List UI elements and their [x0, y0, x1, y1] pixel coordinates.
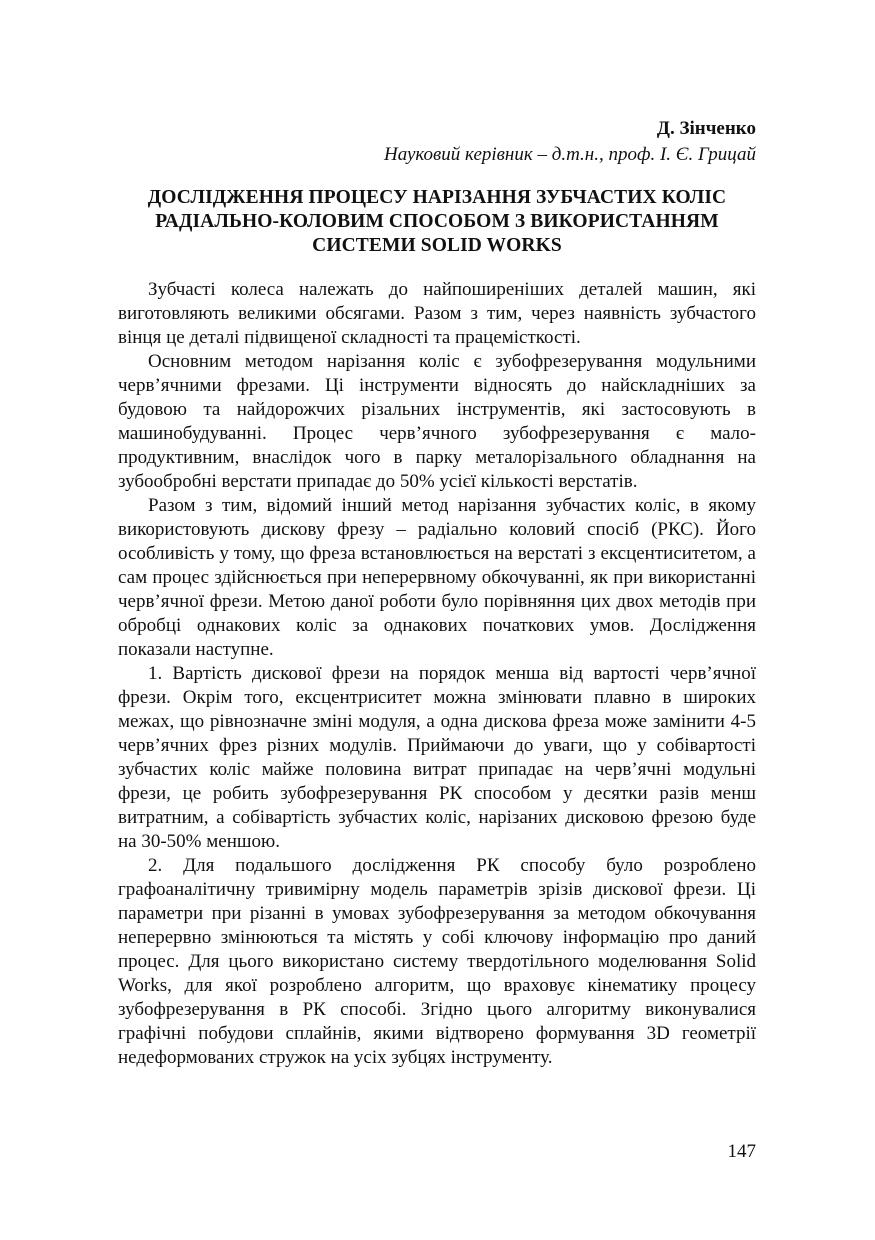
page-number: 147: [727, 1141, 756, 1162]
body-paragraph: Зубчасті колеса належать до найпоширеніших деталей машин, які виготовляють великими обсягами. Разом з тим, через наявність зубчастого вінця це деталі підвищеної складності та працемісткості.: [118, 279, 756, 348]
title-line: ДОСЛІДЖЕННЯ ПРОЦЕСУ НАРІЗАННЯ ЗУБЧАСТИХ КОЛІС: [147, 187, 727, 208]
body-paragraph: Разом з тим, відомий інший метод нарізання зубчастих коліс, в якому використовують дискову фрезу – радіально коловий спосіб (РКС). Його особливість у тому, що фреза встановлюється на верстаті з ексцентиситетом, а сам процес здійснюється при неперервному обкочуванні, як при використанні черв’ячної фрези. Метою даної роботи було порівняння цих двох методів при обробці однакових коліс за однакових початкових умов. Дослідження показали наступне.: [118, 495, 756, 660]
author-name: Д. Зінченко: [656, 118, 756, 139]
page-content: [118, 116, 756, 1070]
article-title: [118, 186, 756, 258]
body-paragraph: 1. Вартість дискової фрези на порядок менша від вартості черв’ячної фрези. Окрім того, ексцентриситет можна змінювати плавно в широких межах, що рівнозначне зміні модуля, а одна дискова фреза може замінити 4-5 черв’ячних фрез різних модулів. Приймаючи до уваги, що у собівартості зубчастих коліс майже половина витрат припадає на черв’ячні модульні фрези, це робить зубофрезерування РК способом у десятки разів менш витратним, а собівартість зубчастих коліс, нарізаних дисковою фрезою буде на 30-50% меншою.: [118, 663, 756, 852]
article-body: [118, 278, 756, 1070]
body-paragraph: 2. Для подальшого дослідження РК способу було розроблено графоаналітичну тривимірну модель параметрів зрізів дискової фрези. Ці параметри при різанні в умовах зубофрезерування за методом обкочування неперервно змінюються та містять у собі ключову інформацію про даний процес. Для цього використано систему твердотільного моделювання Solid Works, для якої розроблено алгоритм, що враховує кінематику процесу зубофрезерування в РК способі. Згідно цього алгоритму виконувалися графічні побудови сплайнів, якими відтворено формування 3D геометрії недеформованих стружок на усіх зубцях інструменту.: [118, 855, 756, 1068]
supervisor-line: Науковий керівник – д.т.н., проф. І. Є. Грицай: [383, 144, 756, 165]
body-paragraph: Основним методом нарізання коліс є зубофрезерування модульними черв’ячними фрезами. Ці інструменти відносять до найскладніших за будовою та найдорожчих різальних інструментів, які застосовують в машинобудуванні. Процес черв’ячного зубофрезерування є малопродуктивним, внаслідок чого в парку металорізального обладнання на зубообробні верстати припадає до 50% усієї кількості верстатів.: [118, 351, 756, 492]
author-block: [118, 116, 756, 168]
title-line: РАДІАЛЬНО-КОЛОВИМ СПОСОБОМ З ВИКОРИСТАННЯМ: [155, 211, 719, 232]
title-line: СИСТЕМИ SOLID WORKS: [312, 235, 562, 256]
